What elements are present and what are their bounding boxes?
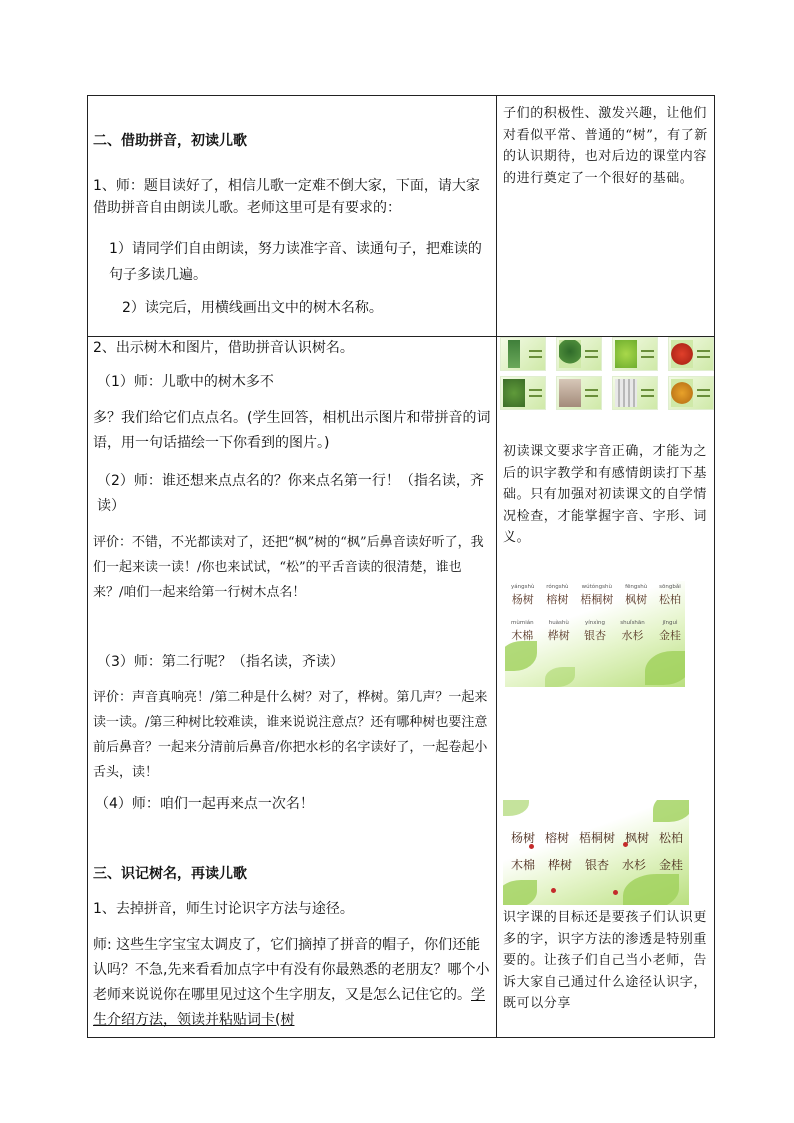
left-paragraph-1: 1、师：题目读好了，相信儿歌一定难不倒大家，下面，请大家借助拼音自由朗读儿歌。老师这里可是有要求的： xyxy=(93,178,480,216)
left-paragraph-6: 多？我们给它们点点名。(学生回答，相机出示图片和带拼音的词语，用一句话描绘一下你看到的图片。) xyxy=(93,410,491,451)
word-item xyxy=(511,619,534,643)
pinyin: shuǐshān xyxy=(620,620,645,626)
word-item xyxy=(620,619,645,643)
left-evaluation-1: 评价：不错，不光都读对了，还把“枫”树的“枫”后鼻音读好听了，我们一起来读一读！/你也来试试，“松”的平舌音读的很清楚，谁也来？/咱们一起来给第一行树木点名！ xyxy=(93,535,484,600)
right-note-1: 子们的积极性、激发兴趣，让他们对看似平常、普通的“树”，有了新的认识期待，也对后边的课堂内容的进行奠定了一个很好的基础。 xyxy=(503,106,708,186)
hanzi: 榕树 xyxy=(546,593,569,606)
pinyin: jīnguì xyxy=(662,620,678,626)
column-divider xyxy=(496,95,497,1038)
word-item xyxy=(546,583,568,607)
hanzi: 杨树 xyxy=(511,831,536,845)
pinyin: róngshù xyxy=(546,584,569,590)
pinyin: fēngshù xyxy=(625,584,648,590)
tree-image xyxy=(556,376,602,410)
hanzi: 金桂 xyxy=(658,629,681,642)
hanzi: 松柏 xyxy=(658,593,681,606)
word-item xyxy=(584,619,606,643)
hanzi: 木棉 xyxy=(511,858,536,872)
hanzi: 水杉 xyxy=(621,858,646,872)
left-paragraph-3: 2）读完后，用横线画出文中的树木名称。 xyxy=(122,300,383,316)
hanzi: 木棉 xyxy=(511,629,534,642)
hanzi: 桦树 xyxy=(547,858,572,872)
section-heading-3: 三、识记树名，再读儿歌 xyxy=(93,866,247,882)
left-paragraph-9: （3）师：第二行呢？（指名读，齐读） xyxy=(97,654,344,670)
left-paragraph-13 xyxy=(93,933,491,1033)
word-item xyxy=(511,583,534,607)
left-paragraph-13-underlined: 学生介绍方法，领读并粘贴词卡(树 xyxy=(93,987,485,1028)
left-paragraph-7: （2）师：谁还想来点点名的？你来点名第一行！（指名读，齐读） xyxy=(97,473,484,514)
tree-image xyxy=(668,376,714,410)
pinyin: yínxìng xyxy=(584,620,606,626)
section-heading-2: 二、借助拼音，初读儿歌 xyxy=(93,133,247,149)
word-item xyxy=(659,619,681,643)
tree-image xyxy=(500,337,546,371)
left-paragraph-13-text: 师: 这些生字宝宝太调皮了，它们摘掉了拼音的帽子，你们还能认吗？不急,先来看看加点字中有没有你最熟悉的老朋友？哪个小老师来说说你在哪里见过这个生字朋友，又是怎么记住它的。 xyxy=(93,937,490,1003)
left-paragraph-5: （1）师：儿歌中的树木多不 xyxy=(97,374,274,390)
pinyin: sōngbǎi xyxy=(659,584,681,590)
hanzi: 梧桐树 xyxy=(578,831,615,845)
hanzi: 银杏 xyxy=(584,858,609,872)
tree-image xyxy=(612,337,658,371)
pinyin-word-card xyxy=(505,581,685,687)
tree-image xyxy=(612,376,658,410)
tree-image-grid xyxy=(500,337,714,410)
pinyin: huàshù xyxy=(548,620,569,626)
hanzi: 枫树 xyxy=(624,831,649,845)
hanzi: 梧桐树 xyxy=(580,593,614,606)
left-paragraph-4: 2、出示树木和图片，借助拼音认识树名。 xyxy=(93,340,354,356)
word-item xyxy=(548,619,570,643)
hanzi: 桦树 xyxy=(547,629,570,642)
hanzi: 银杏 xyxy=(584,629,606,642)
word-card-no-pinyin xyxy=(503,800,689,905)
tree-image xyxy=(500,376,546,410)
hanzi: 枫树 xyxy=(625,593,648,606)
hanzi: 金桂 xyxy=(658,858,683,872)
tree-image xyxy=(556,337,602,371)
word-item xyxy=(625,583,647,607)
pinyin: yángshù xyxy=(511,584,535,590)
hanzi: 杨树 xyxy=(511,593,534,606)
pinyin: wútóngshù xyxy=(581,584,612,590)
hanzi: 松柏 xyxy=(658,831,683,845)
tree-image xyxy=(668,337,714,371)
left-paragraph-11: （4）师：咱们一起再来点一次名！ xyxy=(95,796,314,812)
left-evaluation-2: 评价：声音真响亮！/第二种是什么树？对了，桦树。第几声？一起来读一读。/第三种树比较难读，谁来说说注意点？还有哪种树也要注意前后鼻音？一起来分清前后鼻音/你把水杉的名字读好了，一起卷起小舌头，读！ xyxy=(93,690,488,780)
hanzi: 水杉 xyxy=(621,629,644,642)
hanzi: 榕树 xyxy=(544,831,569,845)
left-paragraph-2: 1）请同学们自由朗读，努力读准字音、读通句子，把难读的句子多读几遍。 xyxy=(109,241,482,283)
right-note-3: 识字课的目标还是要孩子们认识更多的字，识字方法的渗透是特别重要的。让孩子们自己当小老师，告诉大家自己通过什么途径认识字，既可以分享 xyxy=(503,910,708,1011)
left-paragraph-12: 1、去掉拼音，师生讨论识字方法与途径。 xyxy=(93,901,354,917)
word-item xyxy=(580,583,613,607)
word-item xyxy=(659,583,681,607)
right-note-2: 初读课文要求字音正确，才能为之后的识字教学和有感情朗读打下基础。只有加强对初读课文的自学情况检查，才能掌握字音、字形、词义。 xyxy=(503,444,708,545)
pinyin: mùmián xyxy=(511,620,534,626)
